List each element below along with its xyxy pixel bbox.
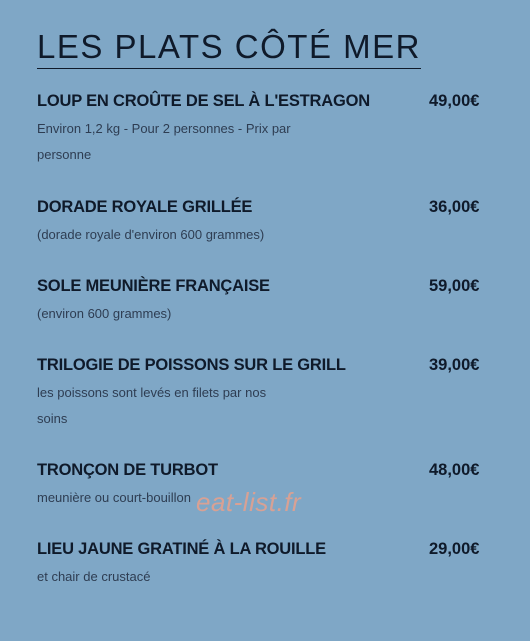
menu-item-price: 48,00€ xyxy=(429,461,480,479)
menu-item-name: SOLE MEUNIÈRE FRANÇAISE xyxy=(37,277,270,295)
menu-item-description: Environ 1,2 kg - Pour 2 personnes - Prix par personne xyxy=(37,121,291,162)
page-title: LES PLATS CÔTÉ MER xyxy=(37,28,421,69)
menu-item-description: les poissons sont levés en filets par nos soins xyxy=(37,385,267,426)
menu-item-name: DORADE ROYALE GRILLÉE xyxy=(37,198,253,216)
menu-item-name: LIEU JAUNE GRATINÉ À LA ROUILLE xyxy=(37,540,326,558)
menu-item-price: 29,00€ xyxy=(429,540,480,558)
menu-item-price: 36,00€ xyxy=(429,198,480,216)
menu-item-description: et chair de crustacé xyxy=(37,569,151,584)
menu-item-description: (environ 600 grammes) xyxy=(37,306,172,321)
watermark: eat-list.fr xyxy=(196,487,302,517)
menu-item-description: meunière ou court-bouillon xyxy=(37,490,191,505)
menu-item-name: TRONÇON DE TURBOT xyxy=(37,461,218,479)
menu-item-description: (dorade royale d'environ 600 grammes) xyxy=(37,227,265,242)
menu-item-price: 49,00€ xyxy=(429,92,480,110)
menu-item-price: 39,00€ xyxy=(429,356,480,374)
menu-item-name: LOUP EN CROÛTE DE SEL À L'ESTRAGON xyxy=(37,92,370,110)
menu-item-price: 59,00€ xyxy=(429,277,480,295)
menu-item-name: TRILOGIE DE POISSONS SUR LE GRILL xyxy=(37,356,346,374)
